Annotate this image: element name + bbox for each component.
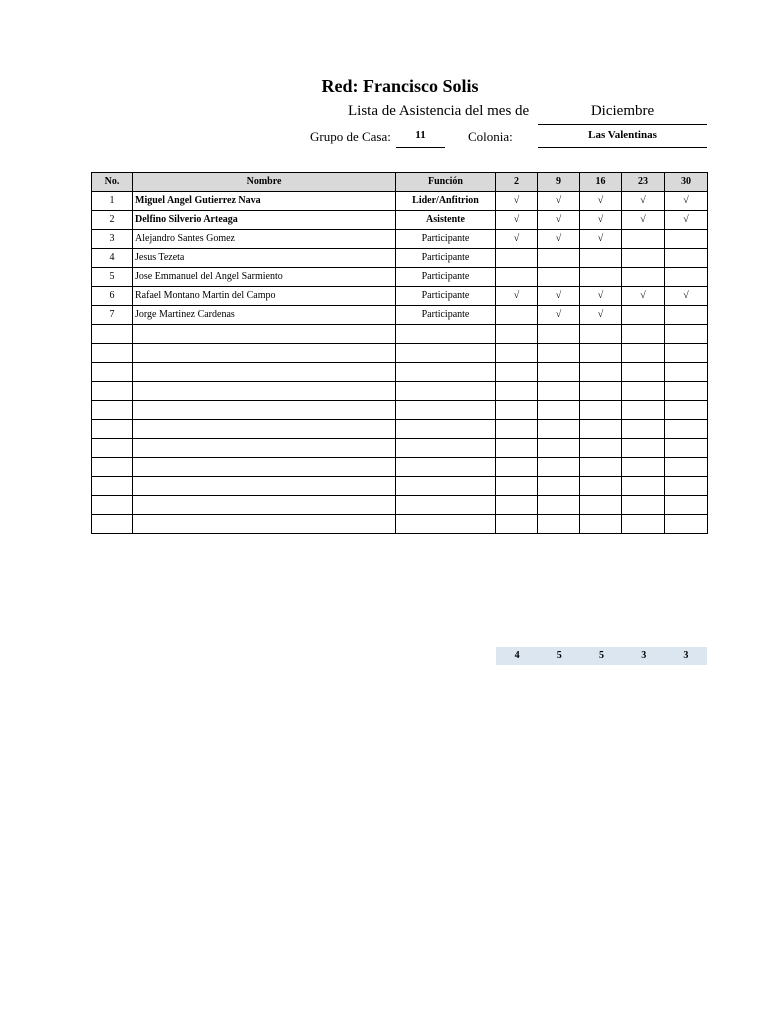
empty-cell[interactable] xyxy=(92,458,133,477)
empty-cell[interactable] xyxy=(580,363,622,382)
table-row-empty xyxy=(92,496,708,515)
cell-funcion[interactable]: Participante xyxy=(396,306,496,325)
empty-cell[interactable] xyxy=(538,496,580,515)
cell-attendance[interactable] xyxy=(538,268,580,287)
empty-cell[interactable] xyxy=(622,401,665,420)
empty-cell[interactable] xyxy=(622,496,665,515)
cell-attendance[interactable] xyxy=(496,306,538,325)
cell-nombre[interactable]: Jesus Tezeta xyxy=(133,249,396,268)
empty-cell[interactable] xyxy=(622,458,665,477)
cell-attendance[interactable]: √ xyxy=(622,211,665,230)
empty-cell[interactable] xyxy=(538,363,580,382)
empty-cell[interactable] xyxy=(396,344,496,363)
empty-cell[interactable] xyxy=(665,439,708,458)
month-field[interactable]: Diciembre xyxy=(538,103,707,125)
empty-cell[interactable] xyxy=(538,458,580,477)
cell-funcion[interactable]: Participante xyxy=(396,287,496,306)
empty-cell[interactable] xyxy=(622,344,665,363)
table-row-empty xyxy=(92,477,708,496)
col-header-nombre: Nombre xyxy=(133,173,396,192)
empty-cell[interactable] xyxy=(92,363,133,382)
col-header-funcion: Función xyxy=(396,173,496,192)
empty-cell[interactable] xyxy=(538,439,580,458)
cell-attendance[interactable] xyxy=(496,268,538,287)
empty-cell[interactable] xyxy=(538,382,580,401)
empty-cell[interactable] xyxy=(92,477,133,496)
empty-cell[interactable] xyxy=(622,382,665,401)
empty-cell[interactable] xyxy=(622,477,665,496)
cell-attendance[interactable]: √ xyxy=(622,287,665,306)
empty-cell[interactable] xyxy=(396,515,496,534)
total-cell: 3 xyxy=(683,650,689,661)
cell-funcion[interactable]: Participante xyxy=(396,268,496,287)
empty-cell[interactable] xyxy=(396,382,496,401)
empty-cell[interactable] xyxy=(396,477,496,496)
table-row-empty xyxy=(92,325,708,344)
table-row-empty xyxy=(92,515,708,534)
empty-cell[interactable] xyxy=(133,515,396,534)
empty-cell[interactable] xyxy=(496,344,538,363)
cell-attendance[interactable] xyxy=(580,268,622,287)
col-header-date: 23 xyxy=(622,173,665,192)
empty-cell[interactable] xyxy=(133,420,396,439)
empty-cell[interactable] xyxy=(622,515,665,534)
table-row xyxy=(92,306,708,325)
empty-cell[interactable] xyxy=(496,420,538,439)
cell-attendance[interactable]: √ xyxy=(496,211,538,230)
cell-no[interactable]: 7 xyxy=(92,306,133,325)
cell-attendance[interactable]: √ xyxy=(496,192,538,211)
cell-nombre[interactable]: Alejandro Santes Gomez xyxy=(133,230,396,249)
total-cell: 3 xyxy=(641,650,647,661)
total-cell: 5 xyxy=(556,650,562,661)
empty-cell[interactable] xyxy=(396,401,496,420)
cell-attendance[interactable]: √ xyxy=(665,287,708,306)
table-row-empty xyxy=(92,439,708,458)
cell-attendance[interactable] xyxy=(496,249,538,268)
cell-attendance[interactable] xyxy=(622,268,665,287)
empty-cell[interactable] xyxy=(92,496,133,515)
empty-cell[interactable] xyxy=(496,458,538,477)
empty-cell[interactable] xyxy=(92,325,133,344)
col-header-no: No. xyxy=(92,173,133,192)
attendance-subtitle: Lista de Asistencia del mes de xyxy=(348,103,530,119)
empty-cell[interactable] xyxy=(496,325,538,344)
cell-nombre[interactable]: Miguel Angel Gutierrez Nava xyxy=(133,192,396,211)
empty-cell[interactable] xyxy=(496,439,538,458)
empty-cell[interactable] xyxy=(396,458,496,477)
cell-attendance[interactable]: √ xyxy=(580,211,622,230)
page-title: Red: Francisco Solis xyxy=(321,76,479,96)
cell-attendance[interactable] xyxy=(665,230,708,249)
cell-attendance[interactable]: √ xyxy=(665,211,708,230)
empty-cell[interactable] xyxy=(133,344,396,363)
table-row-empty xyxy=(92,420,708,439)
cell-no[interactable]: 6 xyxy=(92,287,133,306)
empty-cell[interactable] xyxy=(496,496,538,515)
cell-attendance[interactable] xyxy=(622,249,665,268)
cell-no[interactable]: 4 xyxy=(92,249,133,268)
empty-cell[interactable] xyxy=(133,363,396,382)
total-cell: 5 xyxy=(599,650,604,661)
cell-no[interactable]: 3 xyxy=(92,230,133,249)
empty-cell[interactable] xyxy=(496,477,538,496)
cell-attendance[interactable]: √ xyxy=(580,306,622,325)
empty-cell[interactable] xyxy=(580,439,622,458)
empty-cell[interactable] xyxy=(92,401,133,420)
table-row-empty xyxy=(92,458,708,477)
total-cell: 4 xyxy=(514,650,520,661)
table-row xyxy=(92,230,708,249)
cell-attendance[interactable]: √ xyxy=(538,230,580,249)
cell-attendance[interactable] xyxy=(580,249,622,268)
cell-attendance[interactable]: √ xyxy=(538,211,580,230)
col-header-date: 30 xyxy=(665,173,708,192)
empty-cell[interactable] xyxy=(133,401,396,420)
empty-cell[interactable] xyxy=(665,325,708,344)
cell-no[interactable]: 5 xyxy=(92,268,133,287)
empty-cell[interactable] xyxy=(665,477,708,496)
table-row xyxy=(92,287,708,306)
table-row-empty xyxy=(92,363,708,382)
empty-cell[interactable] xyxy=(133,325,396,344)
empty-cell[interactable] xyxy=(580,325,622,344)
totals-row xyxy=(496,647,707,665)
cell-nombre[interactable]: Jose Emmanuel del Angel Sarmiento xyxy=(133,268,396,287)
table-header-row xyxy=(92,173,708,192)
empty-cell[interactable] xyxy=(92,344,133,363)
empty-cell[interactable] xyxy=(580,515,622,534)
empty-cell[interactable] xyxy=(496,401,538,420)
cell-attendance[interactable] xyxy=(622,230,665,249)
cell-attendance[interactable] xyxy=(622,306,665,325)
empty-cell[interactable] xyxy=(92,382,133,401)
empty-cell[interactable] xyxy=(580,382,622,401)
empty-cell[interactable] xyxy=(133,382,396,401)
col-header-date: 9 xyxy=(538,173,580,192)
col-header-date: 2 xyxy=(496,173,538,192)
table-row xyxy=(92,249,708,268)
empty-cell[interactable] xyxy=(496,363,538,382)
empty-cell[interactable] xyxy=(396,420,496,439)
table-row-empty xyxy=(92,382,708,401)
empty-cell[interactable] xyxy=(622,420,665,439)
cell-attendance[interactable]: √ xyxy=(580,287,622,306)
empty-cell[interactable] xyxy=(665,515,708,534)
empty-cell[interactable] xyxy=(622,325,665,344)
cell-no[interactable]: 2 xyxy=(92,211,133,230)
table-row xyxy=(92,268,708,287)
empty-cell[interactable] xyxy=(580,496,622,515)
grupo-field[interactable]: 11 xyxy=(396,129,445,148)
cell-no[interactable]: 1 xyxy=(92,192,133,211)
empty-cell[interactable] xyxy=(580,458,622,477)
empty-cell[interactable] xyxy=(665,496,708,515)
empty-cell[interactable] xyxy=(665,382,708,401)
colonia-field[interactable]: Las Valentinas xyxy=(538,129,707,148)
empty-cell[interactable] xyxy=(580,477,622,496)
empty-cell[interactable] xyxy=(133,477,396,496)
empty-cell[interactable] xyxy=(665,401,708,420)
table-row xyxy=(92,192,708,211)
cell-funcion[interactable]: Asistente xyxy=(396,211,496,230)
cell-nombre[interactable]: Delfino Silverio Arteaga xyxy=(133,211,396,230)
empty-cell[interactable] xyxy=(396,363,496,382)
empty-cell[interactable] xyxy=(92,420,133,439)
cell-attendance[interactable]: √ xyxy=(538,306,580,325)
table-row-empty xyxy=(92,344,708,363)
cell-attendance[interactable]: √ xyxy=(496,287,538,306)
empty-cell[interactable] xyxy=(396,325,496,344)
empty-cell[interactable] xyxy=(538,420,580,439)
empty-cell[interactable] xyxy=(622,363,665,382)
empty-cell[interactable] xyxy=(580,344,622,363)
empty-cell[interactable] xyxy=(580,420,622,439)
colonia-label: Colonia: xyxy=(468,129,513,144)
empty-cell[interactable] xyxy=(665,420,708,439)
cell-attendance[interactable]: √ xyxy=(580,230,622,249)
cell-attendance[interactable] xyxy=(665,268,708,287)
empty-cell[interactable] xyxy=(396,496,496,515)
empty-cell[interactable] xyxy=(665,363,708,382)
cell-attendance[interactable]: √ xyxy=(496,230,538,249)
empty-cell[interactable] xyxy=(538,515,580,534)
empty-cell[interactable] xyxy=(622,439,665,458)
cell-attendance[interactable]: √ xyxy=(622,192,665,211)
col-header-date: 16 xyxy=(580,173,622,192)
empty-cell[interactable] xyxy=(538,401,580,420)
empty-cell[interactable] xyxy=(396,439,496,458)
empty-cell[interactable] xyxy=(496,382,538,401)
cell-nombre[interactable]: Jorge Martinez Cardenas xyxy=(133,306,396,325)
cell-funcion[interactable]: Lider/Anfitrion xyxy=(396,192,496,211)
empty-cell[interactable] xyxy=(580,401,622,420)
cell-attendance[interactable]: √ xyxy=(538,192,580,211)
attendance-table xyxy=(91,172,708,534)
table-row xyxy=(92,211,708,230)
grupo-label: Grupo de Casa: xyxy=(310,129,391,144)
cell-nombre[interactable]: Rafael Montano Martin del Campo xyxy=(133,287,396,306)
empty-cell[interactable] xyxy=(133,439,396,458)
cell-attendance[interactable] xyxy=(665,306,708,325)
empty-cell[interactable] xyxy=(538,477,580,496)
empty-cell[interactable] xyxy=(496,515,538,534)
cell-attendance[interactable] xyxy=(665,249,708,268)
empty-cell[interactable] xyxy=(538,344,580,363)
empty-cell[interactable] xyxy=(538,325,580,344)
empty-cell[interactable] xyxy=(665,458,708,477)
cell-attendance[interactable]: √ xyxy=(580,192,622,211)
cell-funcion[interactable]: Participante xyxy=(396,249,496,268)
cell-funcion[interactable]: Participante xyxy=(396,230,496,249)
empty-cell[interactable] xyxy=(133,458,396,477)
empty-cell[interactable] xyxy=(92,439,133,458)
cell-attendance[interactable]: √ xyxy=(665,192,708,211)
empty-cell[interactable] xyxy=(133,496,396,515)
table-row-empty xyxy=(92,401,708,420)
empty-cell[interactable] xyxy=(92,515,133,534)
cell-attendance[interactable]: √ xyxy=(538,287,580,306)
cell-attendance[interactable] xyxy=(538,249,580,268)
empty-cell[interactable] xyxy=(665,344,708,363)
